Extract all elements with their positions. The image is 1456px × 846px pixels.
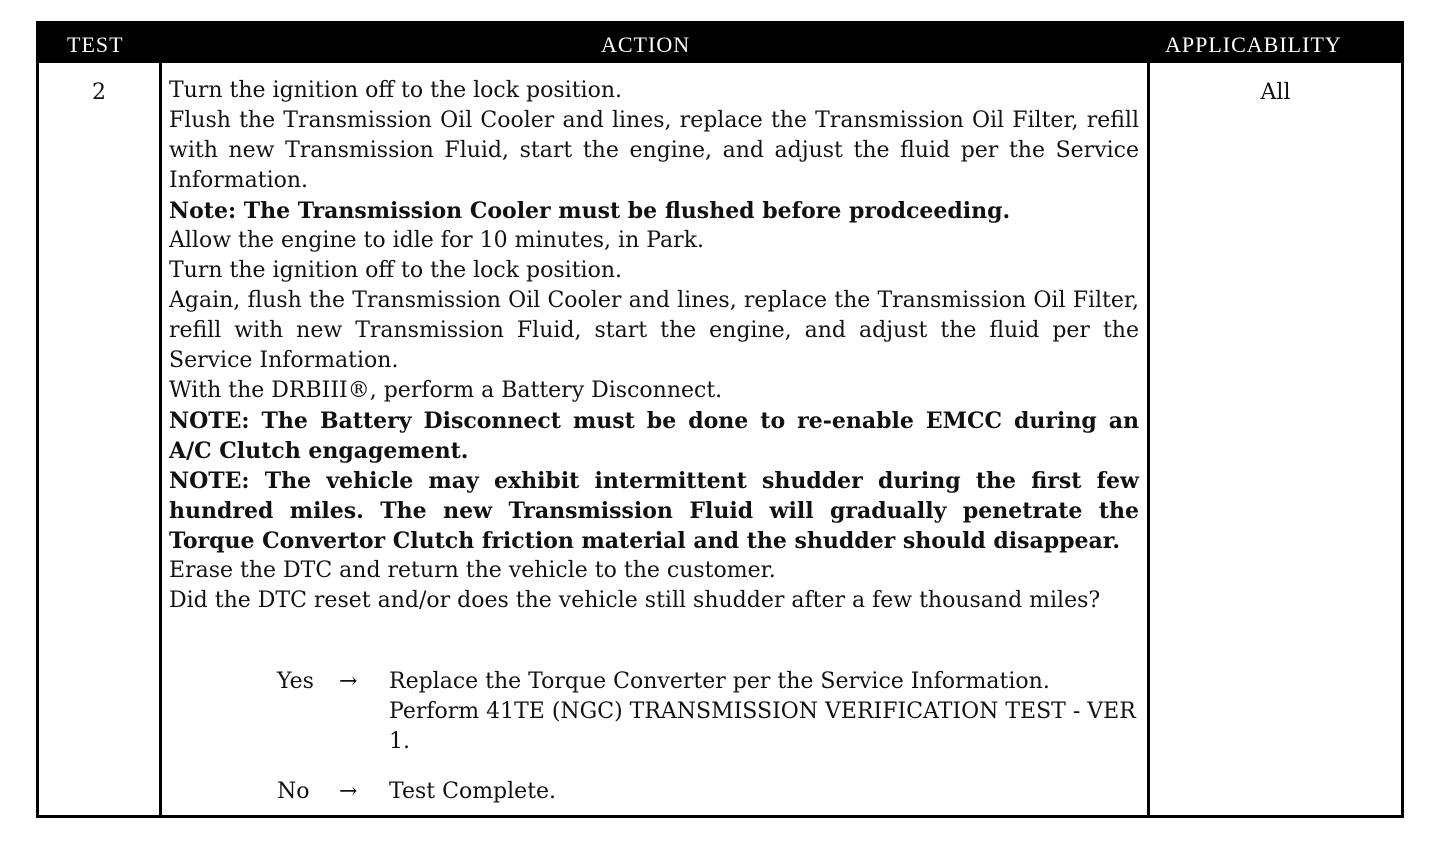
action-line: Flush the Transmission Oil Cooler and lines, replace the Transmission Oil Filter, refill with new Transmission Fluid, start the engine, and adjust the fluid per the Service Information.: [169, 108, 1139, 193]
arrow-icon: →: [339, 669, 358, 694]
action-line: With the DRBIII®, perform a Battery Disconnect.: [169, 378, 723, 403]
answer-yes-text: [389, 667, 1149, 757]
header-action: ACTION: [601, 32, 691, 57]
action-line: Allow the engine to idle for 10 minutes, in Park.: [169, 228, 705, 253]
action-note: Note: The Transmission Cooler must be flushed before prodceeding.: [169, 198, 1011, 224]
action-line: Erase the DTC and return the vehicle to the customer.: [169, 558, 776, 583]
answer-line: Test Complete.: [389, 779, 557, 804]
test-number: 2: [92, 80, 106, 105]
action-line: Turn the ignition off to the lock position.: [169, 258, 622, 283]
applicability-value: All: [1260, 80, 1291, 105]
column-divider-left: [159, 63, 162, 815]
action-line: Again, flush the Transmission Oil Cooler and lines, replace the Transmission Oil Filter, refill with new Transmission Fluid, start the engine, and adjust the fluid per the Service Information.: [169, 288, 1139, 373]
header-test: TEST: [67, 32, 124, 57]
diagnostic-table: [36, 21, 1404, 818]
action-line: Turn the ignition off to the lock position.: [169, 78, 622, 103]
table-header: [39, 24, 1401, 63]
answer-yes-label: Yes: [277, 669, 314, 694]
answer-no-text: [389, 777, 1149, 807]
answer-line: Perform 41TE (NGC) TRANSMISSION VERIFICATION TEST - VER 1.: [389, 699, 1136, 754]
answer-no-label: No: [277, 779, 310, 804]
header-applicability: APPLICABILITY: [1165, 32, 1342, 57]
action-note: NOTE: The vehicle may exhibit intermittent shudder during the first few hundred miles. The new Transmission Fluid will gradually penetrate the Torque Convertor Clutch friction material and the shudder should disappear.: [169, 468, 1139, 554]
answer-line: Replace the Torque Converter per the Service Information.: [389, 669, 1050, 694]
arrow-icon: →: [339, 779, 358, 804]
action-question: Did the DTC reset and/or does the vehicle still shudder after a few thousand miles?: [169, 588, 1101, 613]
action-text: [169, 76, 1139, 616]
action-note: NOTE: The Battery Disconnect must be done to re-enable EMCC during an A/C Clutch engagement.: [169, 408, 1139, 464]
